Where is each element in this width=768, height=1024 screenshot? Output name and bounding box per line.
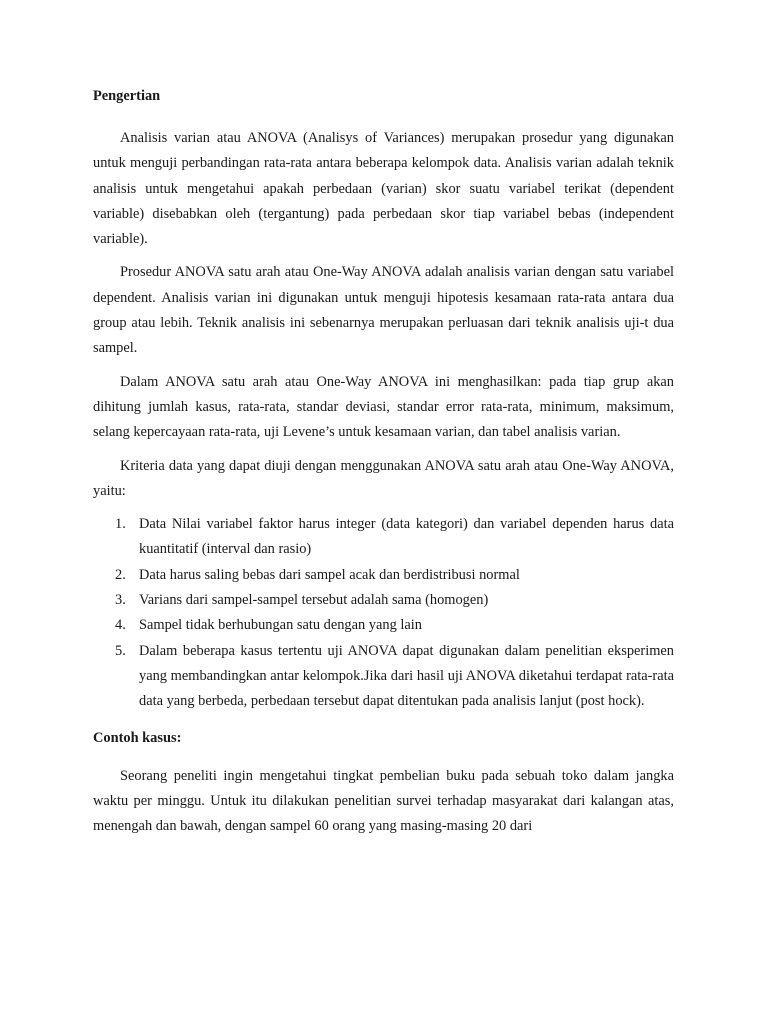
list-item-number: 5.: [115, 642, 126, 659]
list-item-number: 3.: [115, 592, 126, 609]
list-item-number: 1.: [115, 516, 126, 533]
paragraph-one-way-anova: Prosedur ANOVA satu arah atau One-Way ANOVA adalah analisis varian dengan satu variabel dependent. Analisis varian ini digunakan untuk menguji hipotesis kesamaan rata-rata antara dua group atau lebih. Teknik analisis ini sebenarnya merupakan perluasan dari teknik analisis uji-t dua sampel.: [93, 264, 674, 357]
heading-contoh-kasus: Contoh kasus:: [93, 729, 182, 746]
list-item-number: 4.: [115, 617, 126, 634]
document-page: [93, 86, 674, 839]
list-item: [93, 639, 674, 715]
list-item-text: Sampel tidak berhubungan satu dengan yang lain: [139, 617, 422, 634]
list-item: [93, 588, 674, 613]
list-item-text: Dalam beberapa kasus tertentu uji ANOVA dapat digunakan dalam penelitian eksperimen yang membandingkan antar kelompok.Jika dari hasil uji ANOVA diketahui terdapat rata-rata data yang berbeda, perbedaan tersebut dapat ditentukan pada analisis lanjut (post hock).: [139, 642, 674, 710]
list-item: [93, 512, 674, 563]
paragraph-definition: Analisis varian atau ANOVA (Analisys of Variances) merupakan prosedur yang digunakan untuk menguji perbandingan rata-rata antara beberapa kelompok data. Analisis varian adalah teknik analisis untuk mengetahui apakah perbedaan (varian) skor suatu variabel terikat (dependent variable) disebabkan oleh (tergantung) pada perbedaan skor tiap variabel bebas (independent variable).: [93, 130, 674, 248]
paragraph-anova-output: Dalam ANOVA satu arah atau One-Way ANOVA ini menghasilkan: pada tiap grup akan dihitung jumlah kasus, rata-rata, standar deviasi, standar error rata-rata, minimum, maksimum, selang kepercayaan rata-rata, uji Levene’s untuk kesamaan varian, dan tabel analisis varian.: [93, 373, 674, 441]
list-item-text: Data Nilai variabel faktor harus integer (data kategori) dan variabel dependen harus data kuantitatif (interval dan rasio): [139, 516, 674, 558]
list-item: [93, 563, 674, 588]
list-item: [93, 613, 674, 638]
heading-pengertian: Pengertian: [93, 88, 161, 104]
list-item-number: 2.: [115, 566, 126, 583]
criteria-list: [93, 512, 674, 714]
paragraph-case-example: Seorang peneliti ingin mengetahui tingkat pembelian buku pada sebuah toko dalam jangka waktu per minggu. Untuk itu dilakukan penelitian survei terhadap masyarakat dari kalangan atas, menengah dan bawah, dengan sampel 60 orang yang masing-masing 20 dari: [93, 767, 674, 835]
paragraph-criteria-intro: Kriteria data yang dapat diuji dengan menggunakan ANOVA satu arah atau One-Way ANOVA, yaitu:: [93, 457, 674, 499]
list-item-text: Data harus saling bebas dari sampel acak dan berdistribusi normal: [139, 566, 520, 583]
list-item-text: Varians dari sampel-sampel tersebut adalah sama (homogen): [139, 592, 489, 609]
